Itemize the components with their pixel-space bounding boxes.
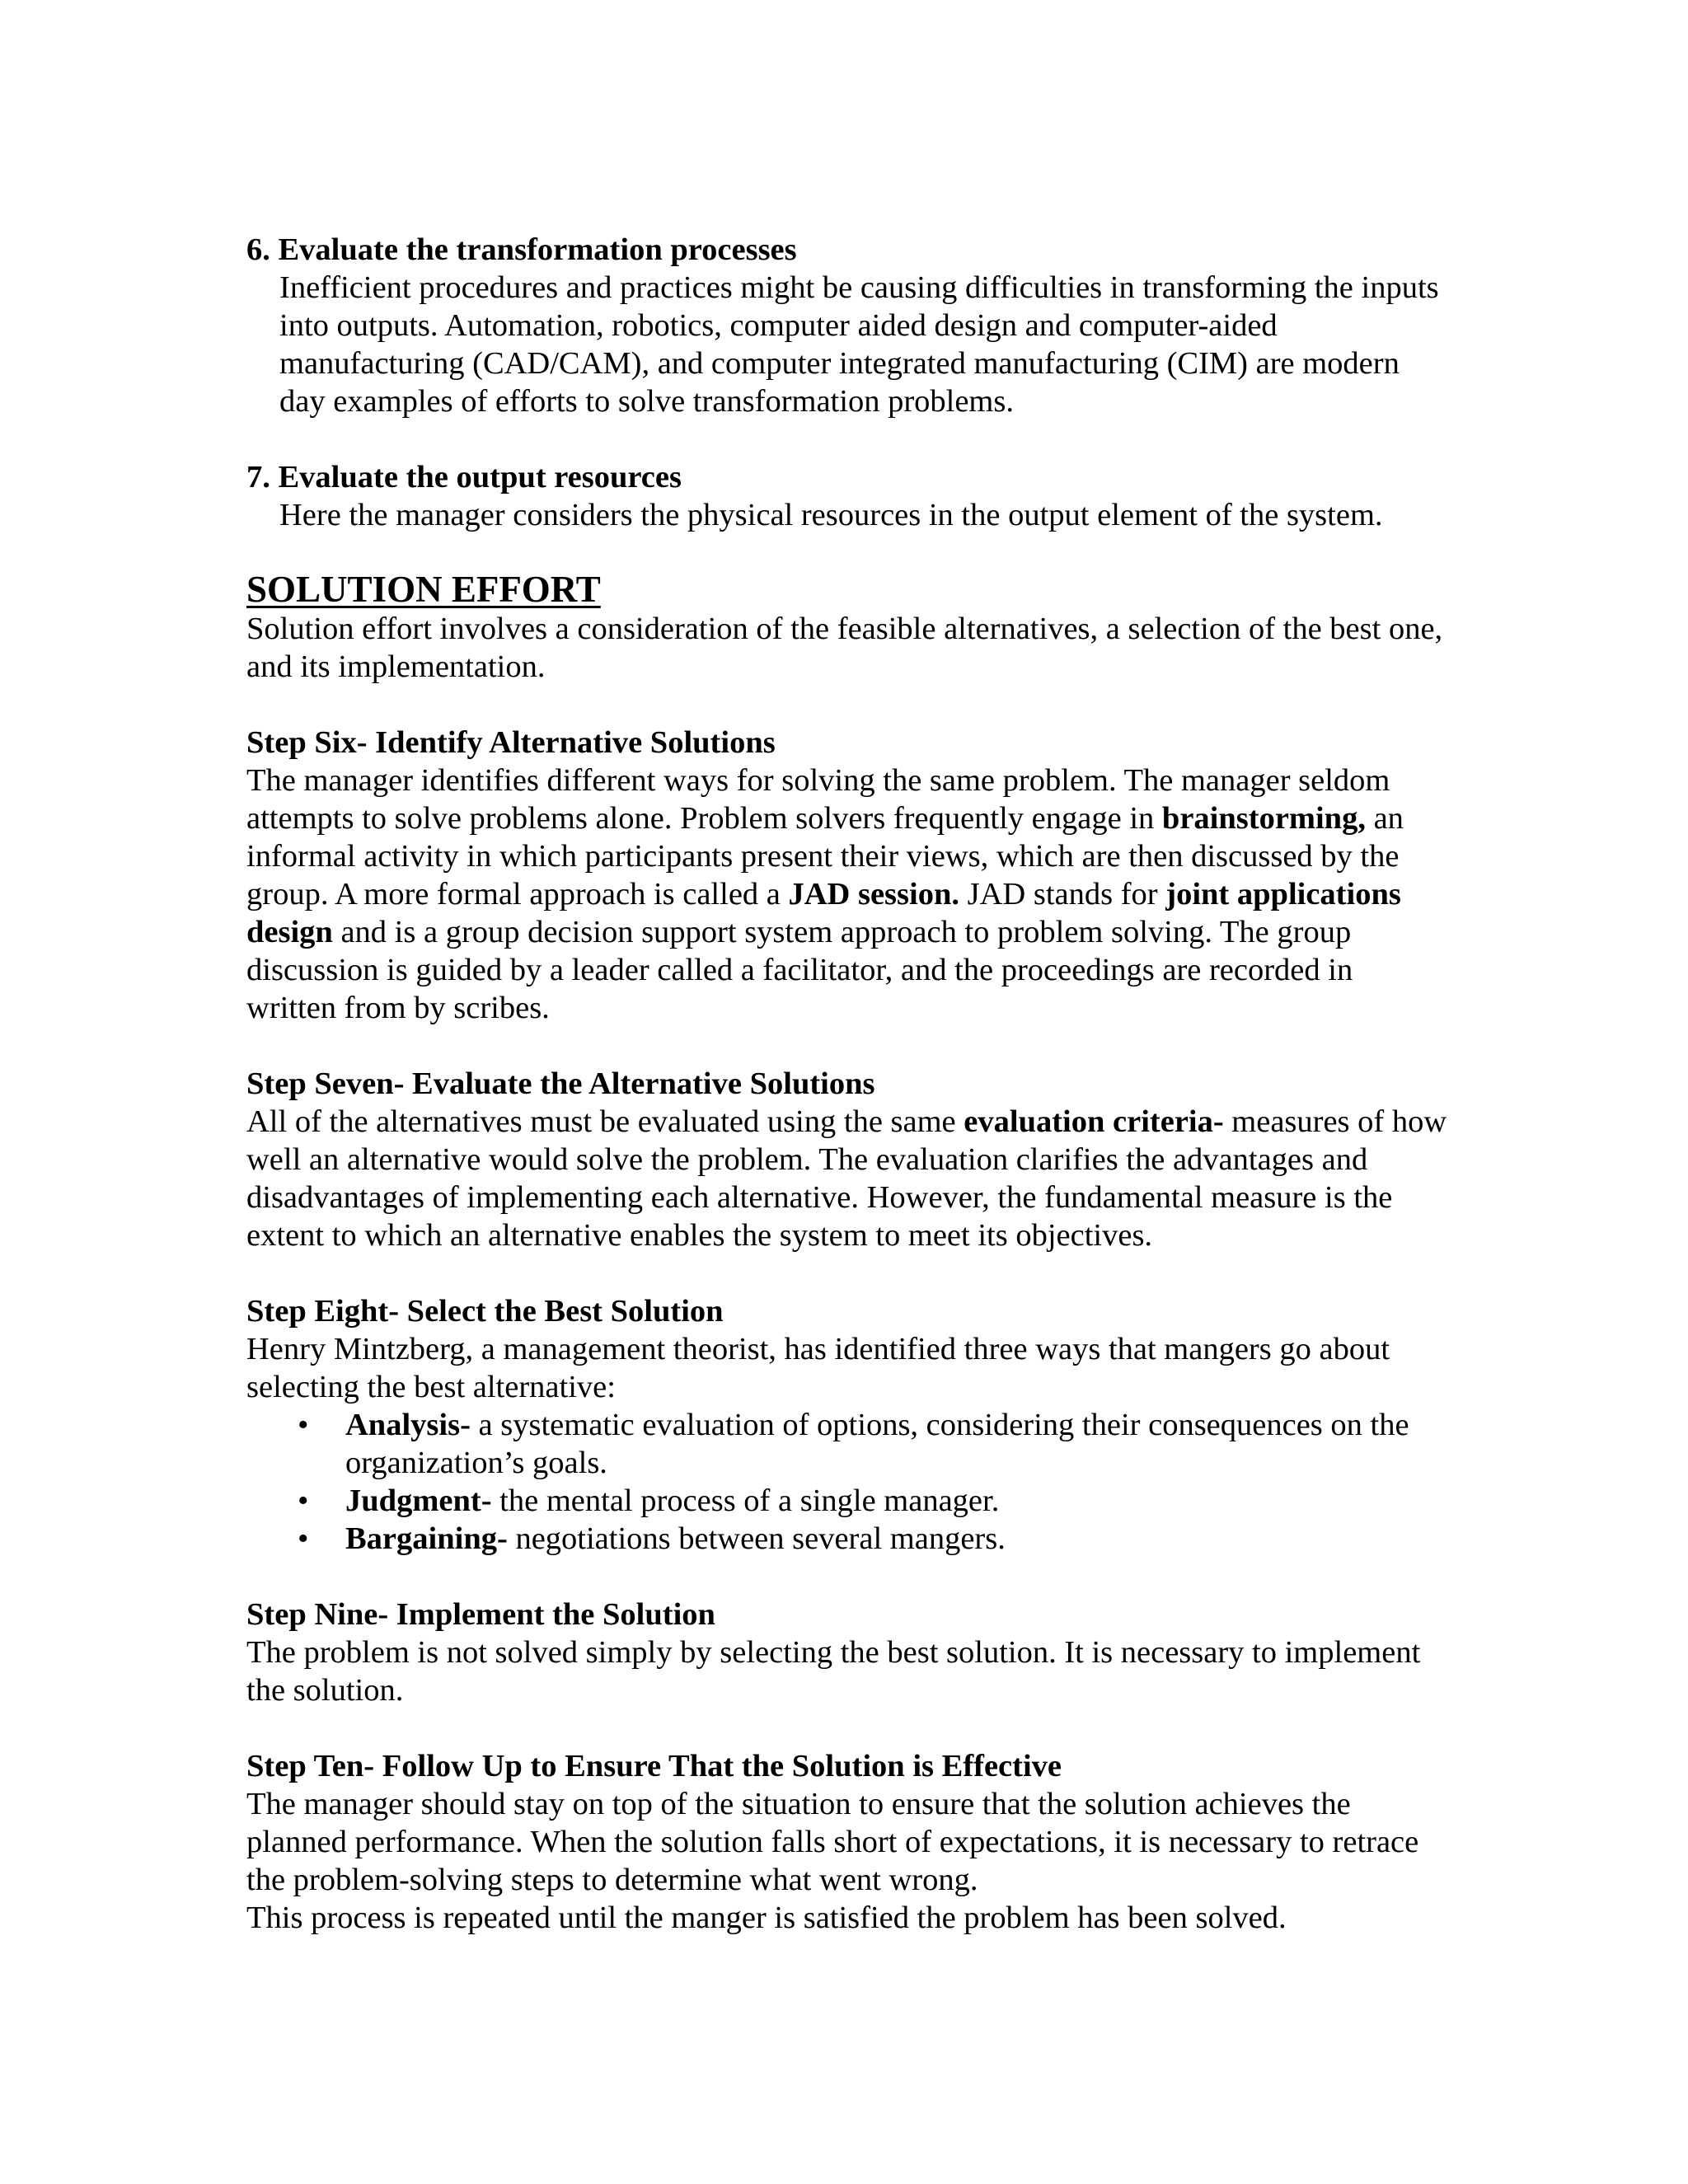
term-brainstorming: brainstorming, [1161, 801, 1366, 836]
closing-sentence: This process is repeated until the manger is satisfied the problem has been solved. [246, 1900, 1287, 1935]
step-nine-body: The problem is not solved simply by selecting the best solution. It is necessary to implement the solution. [246, 1635, 1421, 1708]
section-intro: Solution effort involves a consideration of the feasible alternatives, a selection of the best one, and its implementation. [246, 612, 1443, 684]
term-jad-session: JAD session. [788, 877, 960, 912]
step-seven-body: All of the alternatives must be evaluated using the same evaluation criteria- measures of how well an alternative would solve the problem. The evaluation clarifies the advantages and disadvantages of implementing each alternative. However, the fundamental measure is the extent to which an alternative enables the system to meet its objectives. [246, 1104, 1447, 1253]
step-ten-body: The manager should stay on top of the situation to ensure that the solution achieves the planned performance. When the solution falls short of expectations, it is necessary to retrace the problem-solving steps to determine what went wrong. [246, 1787, 1419, 1897]
step-eight [246, 1292, 1450, 1558]
step-seven [246, 1065, 1450, 1254]
step-seven-title: Step Seven- Evaluate the Alternative Solutions [246, 1066, 875, 1101]
item-6-body: Inefficient procedures and practices might be causing difficulties in transforming the inputs into outputs. Automation, robotics, computer aided design and computer-aided manufacturing (CAD/CAM), and computer integrated manufacturing (CIM) are modern day examples of efforts to solve transformation problems. [279, 270, 1439, 419]
bullet-icon: • [298, 1521, 309, 1556]
item-7-heading: 7. Evaluate the output resources [246, 460, 682, 494]
step-six [246, 724, 1450, 1027]
item-6-heading: 6. Evaluate the transformation processes [246, 232, 797, 267]
section-title: SOLUTION EFFORT [246, 569, 601, 610]
step-ten-title: Step Ten- Follow Up to Ensure That the Solution is Effective [246, 1749, 1062, 1783]
document-page [246, 231, 1450, 1937]
list-item: • Analysis- a systematic evaluation of options, considering their consequences on the organization’s goals. [298, 1408, 1409, 1480]
item-7 [246, 458, 1450, 534]
bullet-icon: • [298, 1408, 309, 1442]
item-7-body: Here the manager considers the physical resources in the output element of the system. [279, 498, 1383, 532]
step-eight-title: Step Eight- Select the Best Solution [246, 1294, 724, 1329]
step-eight-intro: Henry Mintzberg, a management theorist, has identified three ways that mangers go about selecting the best alternative: [246, 1332, 1390, 1404]
selection-methods-list [246, 1406, 1450, 1558]
bullet-icon: • [298, 1483, 309, 1518]
term-joint-applications-design: joint applications design [246, 877, 1401, 949]
step-nine-title: Step Nine- Implement the Solution [246, 1597, 715, 1632]
step-nine [246, 1596, 1450, 1709]
step-ten [246, 1747, 1450, 1937]
step-six-body: The manager identifies different ways for solving the same problem. The manager seldom attempts to solve problems alone. Problem solvers frequently engage in brainstorming, an informal activity in which participants present their views, which are then discussed by the group. A more formal approach is called a JAD session. JAD stands for joint applications design and is a group decision support system approach to problem solving. The group discussion is guided by a leader called a facilitator, and the proceedings are recorded in written from by scribes. [246, 763, 1404, 1025]
list-item: • Judgment- the mental process of a single manager. [298, 1483, 1000, 1518]
term-evaluation-criteria: evaluation criteria- [964, 1104, 1224, 1139]
step-six-title: Step Six- Identify Alternative Solutions [246, 725, 776, 760]
item-6 [246, 231, 1450, 420]
list-item: • Bargaining- negotiations between several mangers. [298, 1521, 1006, 1556]
